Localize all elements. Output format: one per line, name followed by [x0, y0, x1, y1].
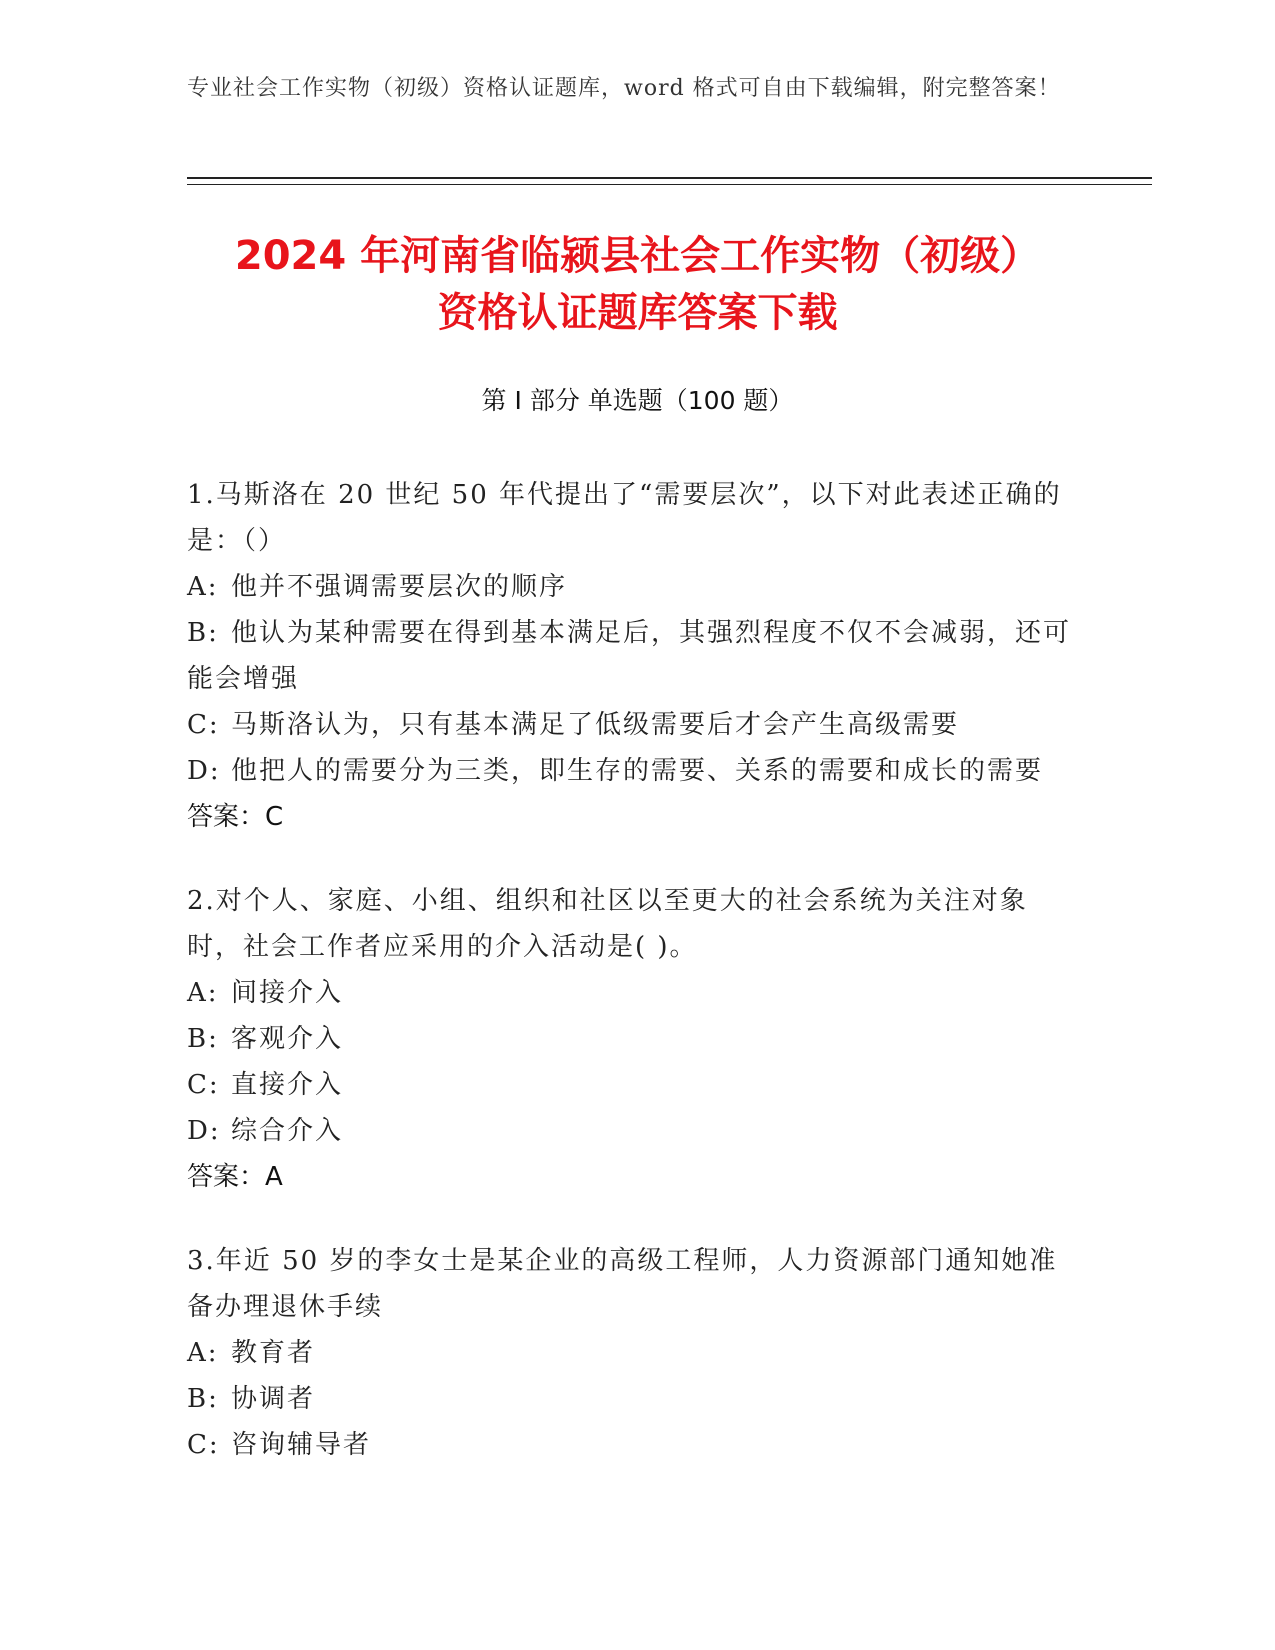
section-title: 第 I 部分 单选题（100 题） [481, 386, 794, 415]
option-d [187, 1108, 1072, 1154]
option-a [187, 970, 1072, 1016]
option-c [187, 1422, 1072, 1468]
option-label: D: [187, 1116, 221, 1146]
option-text: 咨询辅导者 [231, 1430, 372, 1460]
option-label: C: [187, 1430, 220, 1460]
option-b [187, 610, 1072, 702]
question-text: 2.对个人、家庭、小组、组织和社区以至更大的社会系统为关注对象时，社会工作者应采用的介入活动是( )。 [187, 886, 1028, 962]
answer: 答案：C [187, 802, 284, 832]
option-c [187, 1062, 1072, 1108]
question-list [187, 472, 1072, 1506]
document-title [100, 228, 1175, 342]
option-label: B: [187, 1384, 219, 1414]
option-b [187, 1376, 1072, 1422]
answer: 答案：A [187, 1162, 283, 1192]
option-label: A: [187, 1338, 219, 1368]
option-b [187, 1016, 1072, 1062]
option-label: B: [187, 618, 219, 648]
option-text: 教育者 [231, 1338, 316, 1368]
question-text: 1.马斯洛在 20 世纪 50 年代提出了“需要层次”，以下对此表述正确的是：（） [187, 480, 1062, 556]
option-text: 协调者 [231, 1384, 316, 1414]
header-note: 专业社会工作实物（初级）资格认证题库，word 格式可自由下载编辑，附完整答案！ [187, 76, 1061, 101]
header-divider-thin [187, 184, 1152, 185]
option-label: C: [187, 710, 220, 740]
question-3 [187, 1238, 1072, 1468]
option-label: B: [187, 1024, 219, 1054]
option-label: C: [187, 1070, 220, 1100]
option-text: 他认为某种需要在得到基本满足后，其强烈程度不仅不会减弱，还可能会增强 [187, 618, 1072, 694]
title-line-2: 资格认证题库答案下载 [437, 290, 838, 336]
option-c [187, 702, 1072, 748]
header-divider [187, 177, 1152, 179]
option-text: 马斯洛认为，只有基本满足了低级需要后才会产生高级需要 [231, 710, 960, 740]
option-a [187, 1330, 1072, 1376]
option-text: 综合介入 [231, 1116, 344, 1146]
title-line-1: 2024 年河南省临颍县社会工作实物（初级） [234, 233, 1041, 279]
option-label: A: [187, 978, 219, 1008]
question-2 [187, 878, 1072, 1200]
option-text: 间接介入 [231, 978, 344, 1008]
option-text: 他把人的需要分为三类，即生存的需要、关系的需要和成长的需要 [231, 756, 1044, 786]
option-label: A: [187, 572, 219, 602]
option-label: D: [187, 756, 221, 786]
option-d [187, 748, 1072, 794]
option-text: 直接介入 [231, 1070, 344, 1100]
option-a [187, 564, 1072, 610]
question-1 [187, 472, 1072, 840]
option-text: 他并不强调需要层次的顺序 [231, 572, 568, 602]
option-text: 客观介入 [231, 1024, 344, 1054]
question-text: 3.年近 50 岁的李女士是某企业的高级工程师，人力资源部门通知她准备办理退休手续 [187, 1246, 1058, 1322]
